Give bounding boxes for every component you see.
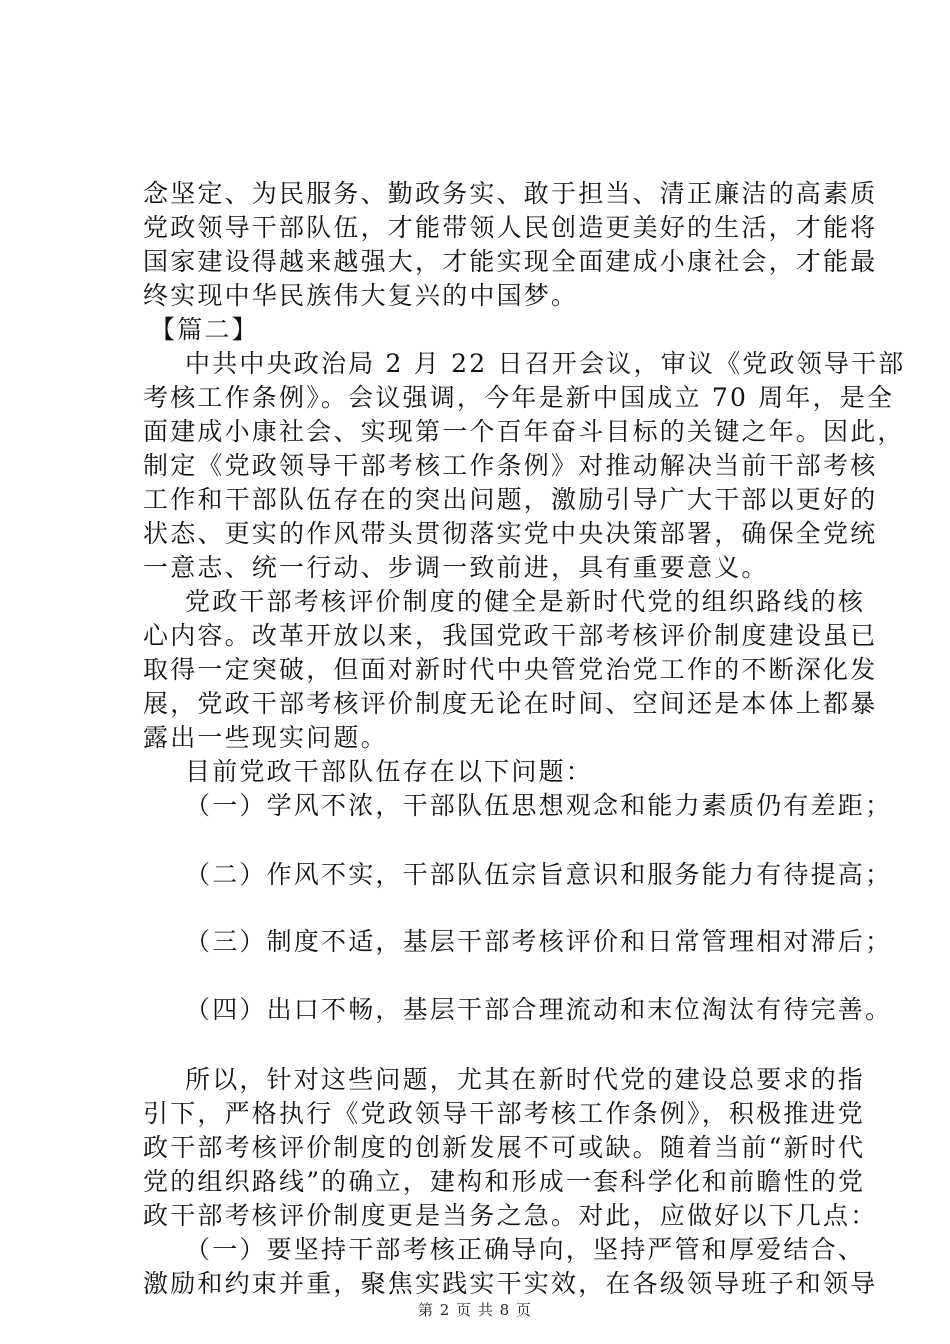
page-number-footer: 第 2 页 共 8 页 <box>418 1301 532 1319</box>
text-line: 工作和干部队伍存在的突出问题，激励引导广大干部以更好的 <box>143 485 878 514</box>
text-line: 展，党政干部考核评价制度无论在时间、空间还是本体上都暴 <box>143 689 878 718</box>
text-line: 念坚定、为民服务、勤政务实、敢于担当、清正廉洁的高素质 <box>143 179 878 208</box>
text-line: 激励和约束并重，聚焦实践实干实效，在各级领导班子和领导 <box>143 1269 878 1298</box>
text-line: 目前党政干部队伍存在以下问题： <box>185 757 594 786</box>
text-line: 露出一些现实问题。 <box>143 723 388 752</box>
section-heading: 【篇二】 <box>150 315 259 344</box>
text-line: 面建成小康社会、实现第一个百年奋斗目标的关键之年。因此， <box>143 417 905 446</box>
text-line: 引下，严格执行《党政领导干部考核工作条例》，积极推进党 <box>143 1099 865 1128</box>
text-line: 制定《党政领导干部考核工作条例》对推动解决当前干部考核 <box>143 451 878 480</box>
text-line: 心内容。改革开放以来，我国党政干部考核评价制度建设虽已 <box>143 621 878 650</box>
text-line: 终实现中华民族伟大复兴的中国梦。 <box>143 281 579 310</box>
text-line: 政干部考核评价制度的创新发展不可或缺。随着当前“新时代 <box>143 1133 866 1162</box>
text-line: 党的组织路线”的确立，建构和形成一套科学化和前瞻性的党 <box>143 1167 866 1196</box>
text-line: 政干部考核评价制度更是当务之急。对此，应做好以下几点： <box>143 1201 878 1230</box>
list-item: （二）作风不实，干部队伍宗旨意识和服务能力有待提高； <box>185 860 893 889</box>
text-line: 中共中央政治局 2 月 22 日召开会议，审议《党政领导干部 <box>185 349 906 378</box>
text-line: 党政干部考核评价制度的健全是新时代党的组织路线的核 <box>185 587 866 616</box>
text-line: 国家建设得越来越强大，才能实现全面建成小康社会，才能最 <box>143 247 878 276</box>
text-line: 所以，针对这些问题，尤其在新时代党的建设总要求的指 <box>185 1065 866 1094</box>
text-line: 取得一定突破，但面对新时代中央管党治党工作的不断深化发 <box>143 655 878 684</box>
text-line: （一）要坚持干部考核正确导向，坚持严管和厚爱结合、 <box>185 1235 866 1264</box>
text-line: 状态、更实的作风带头贯彻落实党中央决策部署，确保全党统 <box>143 519 878 548</box>
list-item: （四）出口不畅，基层干部合理流动和末位淘汰有待完善。 <box>185 995 893 1024</box>
text-line: 一意志、统一行动、步调一致前进，具有重要意义。 <box>143 553 769 582</box>
list-item: （三）制度不适，基层干部考核评价和日常管理相对滞后； <box>185 927 893 956</box>
list-item: （一）学风不浓，干部队伍思想观念和能力素质仍有差距； <box>185 791 893 820</box>
text-line: 考核工作条例》。会议强调，今年是新中国成立 70 周年，是全 <box>143 383 895 412</box>
text-line: 党政领导干部队伍，才能带领人民创造更美好的生活，才能将 <box>143 213 878 242</box>
